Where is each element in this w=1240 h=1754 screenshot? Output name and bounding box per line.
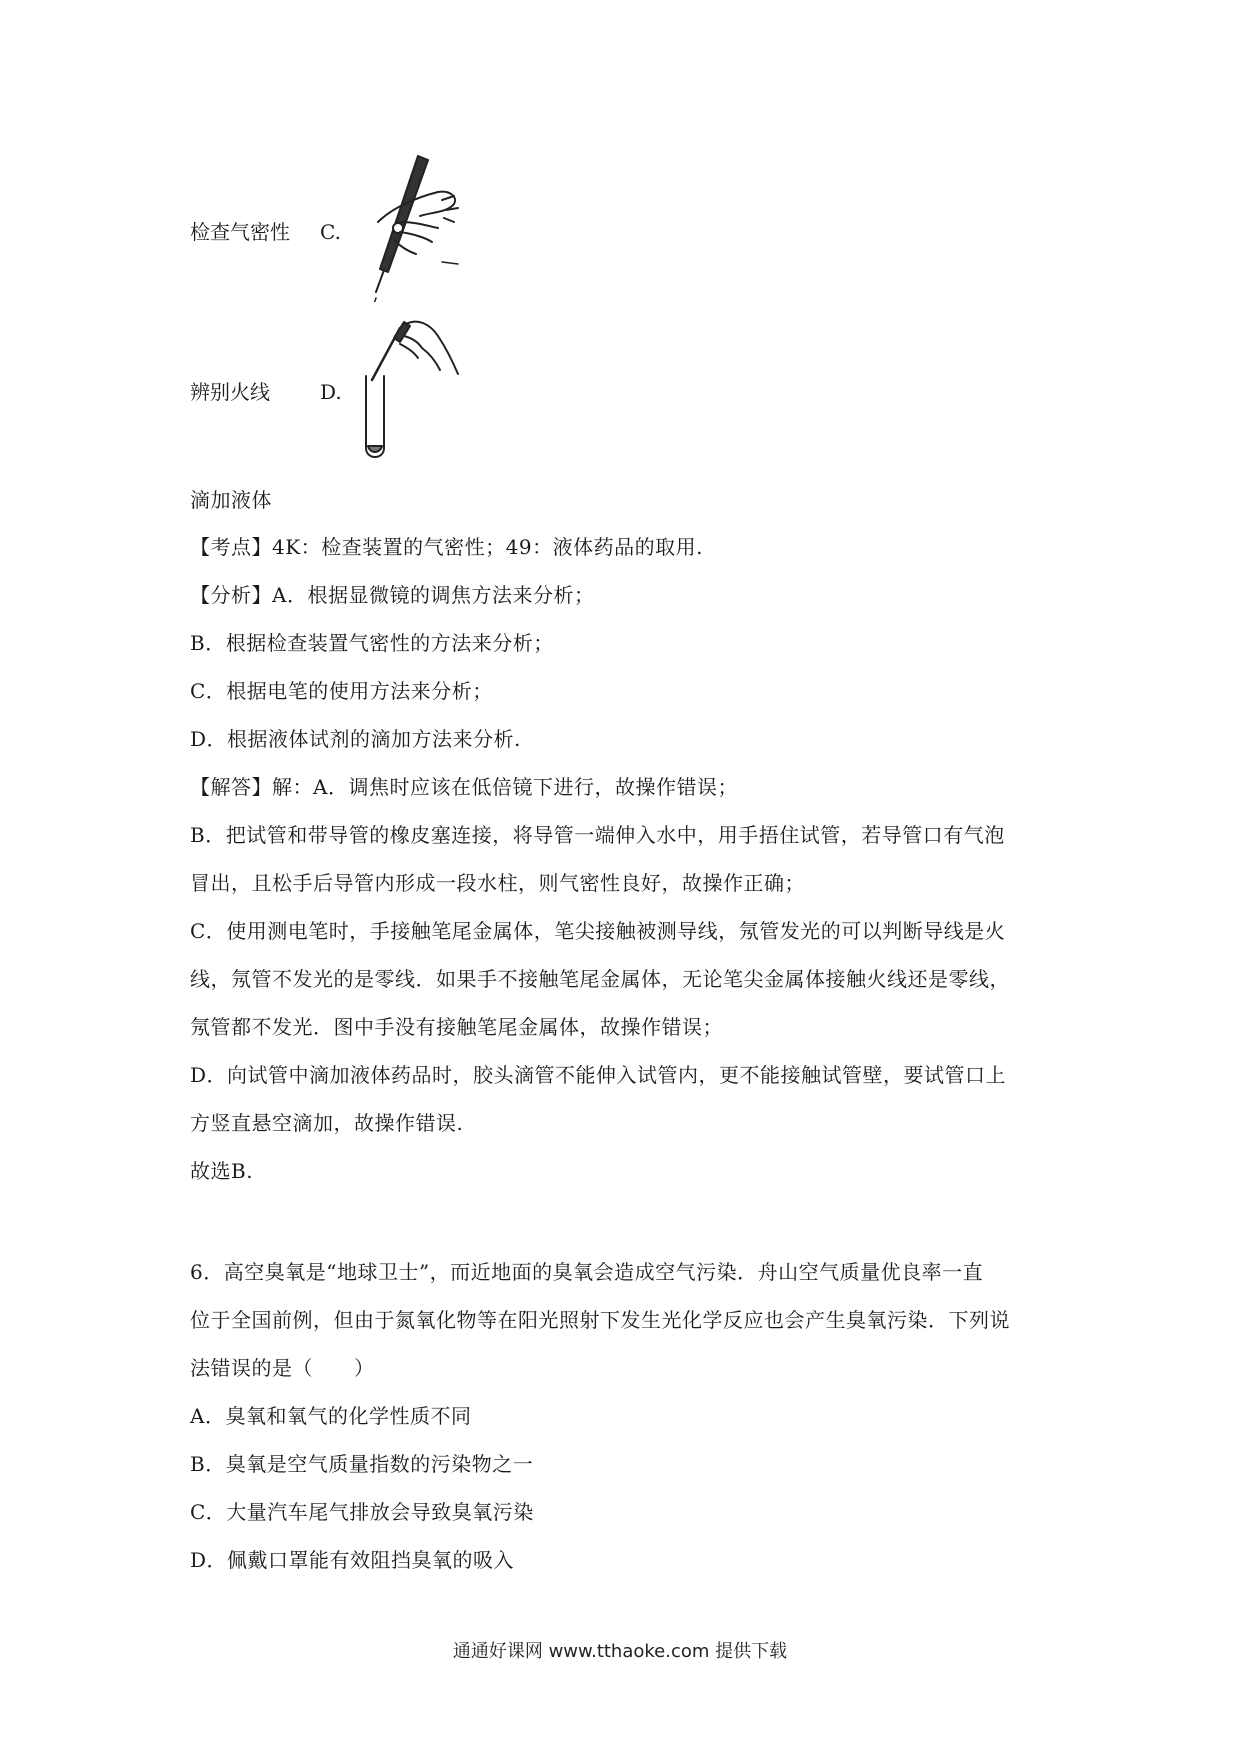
- analysis-line-c: C．根据电笔的使用方法来分析；: [190, 679, 493, 703]
- answer-line: 故选B.: [190, 1159, 254, 1183]
- solution-line-c-1: C．使用测电笔时，手接触笔尾金属体，笔尖接触被测导线，氖管发光的可以判断导线是火: [190, 919, 1006, 943]
- question-6-option-c: C．大量汽车尾气排放会导致臭氧污染: [190, 1500, 534, 1524]
- solution-line-d-2: 方竖直悬空滴加，故操作错误.: [190, 1111, 464, 1135]
- solution-line-a: 【解答】解：A．调焦时应该在低倍镜下进行，故操作错误；: [190, 775, 738, 799]
- test-pencil-illustration: [358, 152, 468, 302]
- question-6-option-b: B．臭氧是空气质量指数的污染物之一: [190, 1452, 534, 1476]
- analysis-line-a: 【分析】A．根据显微镜的调焦方法来分析；: [190, 583, 595, 607]
- figure-c-option-label: C.: [320, 220, 341, 244]
- solution-line-c-2: 线，氖管不发光的是零线．如果手不接触笔尾金属体，无论笔尖金属体接触火线还是零线，: [190, 967, 1010, 991]
- question-6-option-a: A．臭氧和氧气的化学性质不同: [190, 1404, 472, 1428]
- question-6-option-d: D．佩戴口罩能有效阻挡臭氧的吸入: [190, 1548, 515, 1572]
- analysis-line-b: B．根据检查装置气密性的方法来分析；: [190, 631, 554, 655]
- page-footer: 通通好课网 www.tthaoke.com 提供下载: [452, 1641, 788, 1662]
- figure-c-prev-caption: 检查气密性: [190, 220, 290, 244]
- solution-line-b-2: 冒出，且松手后导管内形成一段水柱，则气密性良好，故操作正确；: [190, 871, 805, 895]
- figure-d-caption: 滴加液体: [190, 488, 272, 512]
- solution-line-b-1: B．把试管和带导管的橡皮塞连接，将导管一端伸入水中，用手捂住试管，若导管口有气泡: [190, 823, 1005, 847]
- figure-d-prev-caption: 辨别火线: [190, 380, 270, 404]
- question-6-line-1: 6．高空臭氧是“地球卫士”，而近地面的臭氧会造成空气污染．舟山空气质量优良率一直: [190, 1260, 984, 1284]
- analysis-line-d: D．根据液体试剂的滴加方法来分析.: [190, 727, 521, 751]
- solution-line-c-3: 氖管都不发光．图中手没有接触笔尾金属体，故操作错误；: [190, 1015, 723, 1039]
- question-6-line-3: 法错误的是（ ）: [190, 1356, 375, 1380]
- figure-d-option-label: D.: [320, 380, 342, 404]
- solution-line-d-1: D．向试管中滴加液体药品时，胶头滴管不能伸入试管内，更不能接触试管壁，要试管口上: [190, 1063, 1007, 1087]
- exam-point-line: 【考点】4K：检查装置的气密性；49：液体药品的取用.: [190, 535, 703, 559]
- dropper-test-tube-illustration: [360, 318, 470, 468]
- question-6-line-2: 位于全国前例，但由于氮氧化物等在阳光照射下发生光化学反应也会产生臭氧污染．下列说: [190, 1308, 1010, 1332]
